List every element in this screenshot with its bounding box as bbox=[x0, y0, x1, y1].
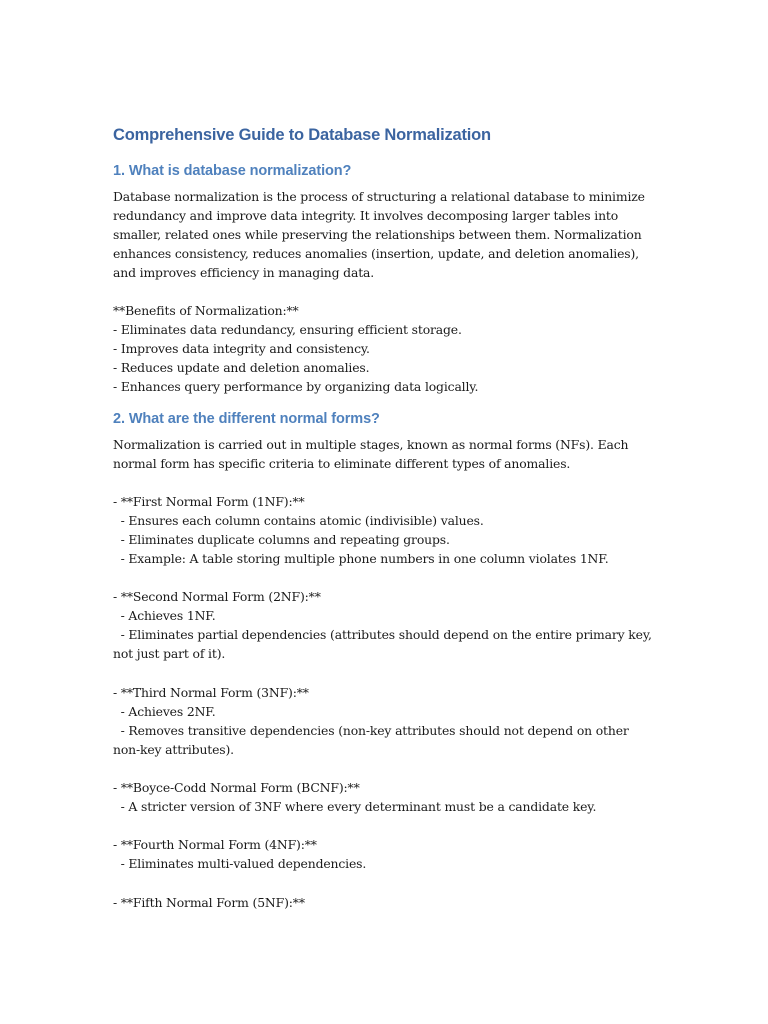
benefit-item: - Eliminates data redundancy, ensuring efficient storage. bbox=[113, 322, 462, 338]
document-title: Comprehensive Guide to Database Normalization bbox=[113, 126, 491, 144]
normal-form-point: - Eliminates partial dependencies (attributes should depend on the entire primary key, not just part of it). bbox=[113, 627, 656, 662]
normal-form-point: - Example: A table storing multiple phone numbers in one column violates 1NF. bbox=[113, 550, 609, 566]
normal-form-point: - Achieves 2NF. bbox=[113, 703, 216, 719]
normal-form-point: - Eliminates multi-valued dependencies. bbox=[113, 856, 367, 872]
spacer bbox=[113, 282, 658, 301]
normal-form-point: - Ensures each column contains atomic (indivisible) values. bbox=[113, 512, 484, 528]
normal-form-title: - **First Normal Form (1NF):** bbox=[113, 493, 305, 509]
section-2-paragraph: Normalization is carried out in multiple stages, known as normal forms (NFs). Each normal form has specific criteria to eliminate different types of anomalies. bbox=[113, 436, 633, 471]
spacer bbox=[113, 874, 658, 893]
normal-form-title: - **Fifth Normal Form (5NF):** bbox=[113, 894, 305, 910]
section-1-paragraph: Database normalization is the process of structuring a relational database to minimize redundancy and improve data integrity. It involves decomposing larger tables into smaller, related ones while preserving the relationships between them. Normalization enhances consistency, reduces anomalies (insertion, update, and deletion anomalies), and improves efficiency in managing data. bbox=[113, 189, 649, 280]
section-2-heading: 2. What are the different normal forms? bbox=[113, 410, 380, 427]
benefit-item: - Improves data integrity and consistency. bbox=[113, 341, 370, 357]
normal-form-point: - Achieves 1NF. bbox=[113, 608, 216, 624]
benefit-item: - Reduces update and deletion anomalies. bbox=[113, 360, 370, 376]
normal-form-title: - **Fourth Normal Form (4NF):** bbox=[113, 837, 317, 853]
normal-form-point: - Removes transitive dependencies (non-key attributes should not depend on other non-key attributes). bbox=[113, 722, 633, 757]
normal-form-title: - **Third Normal Form (3NF):** bbox=[113, 684, 309, 700]
normal-form-point: - Eliminates duplicate columns and repeating groups. bbox=[113, 531, 450, 547]
normal-form-title: - **Boyce-Codd Normal Form (BCNF):** bbox=[113, 780, 360, 796]
spacer bbox=[113, 759, 658, 778]
spacer bbox=[113, 473, 658, 492]
benefit-item: - Enhances query performance by organizing data logically. bbox=[113, 379, 479, 395]
document-page bbox=[113, 123, 658, 912]
normal-form-title: - **Second Normal Form (2NF):** bbox=[113, 589, 321, 605]
spacer bbox=[113, 816, 658, 835]
normal-form-point: - A stricter version of 3NF where every determinant must be a candidate key. bbox=[113, 799, 597, 815]
section-1-heading: 1. What is database normalization? bbox=[113, 163, 352, 179]
spacer bbox=[113, 664, 658, 683]
spacer bbox=[113, 568, 658, 587]
benefits-title: **Benefits of Normalization:** bbox=[113, 303, 299, 319]
